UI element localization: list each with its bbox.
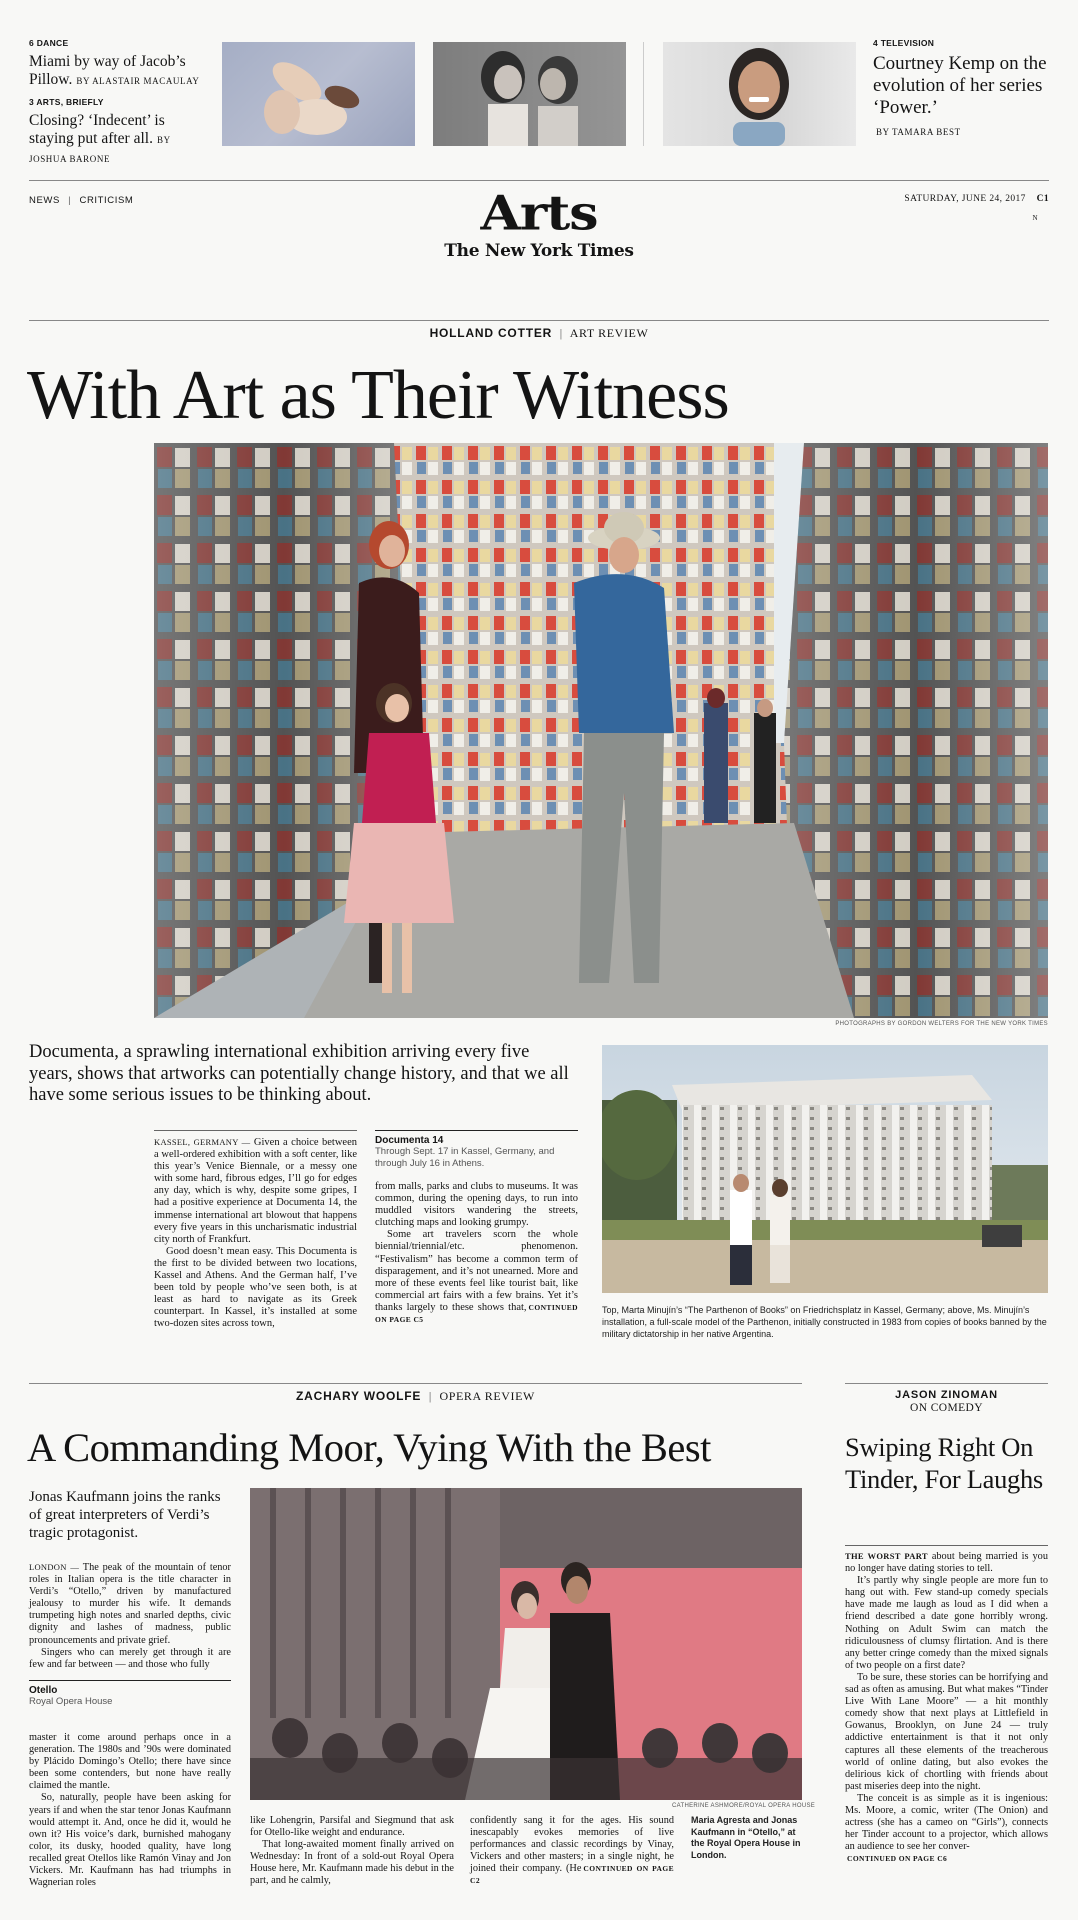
lead-label xyxy=(29,326,1049,341)
label-separator: | xyxy=(559,326,563,340)
teaser-byline: BY JOSHUA BARONE xyxy=(29,135,171,164)
info-title: Documenta 14 xyxy=(375,1135,444,1146)
lead-paragraph xyxy=(375,1229,578,1326)
top-rule xyxy=(29,180,1049,181)
opera-photo-credit: CATHERINE ASHMORE/ROYAL OPERA HOUSE xyxy=(672,1803,816,1809)
lead-author[interactable]: HOLLAND COTTER xyxy=(429,326,553,340)
portrait-image xyxy=(663,42,856,146)
comedy-paragraph: It’s partly why single people are more fun to hang out with. Few stand-up comedy specials have made me laugh as loud as I did when a friend described a date gone horribly wrong. Nothing on Adult Swim can match the ridiculousness of clumsy flirtation. And is there any better cringe comedy than the mixed signals of two people on a first date? xyxy=(845,1575,1048,1671)
teaser-title[interactable]: Courtney Kemp on the evolution of her series ‘Power.’ xyxy=(873,53,1047,118)
lead-deck: Documenta, a sprawling international exhibition arriving every five years, shows that artworks can potentially change history, and that we all have some serious issues to be thinking about. xyxy=(29,1042,569,1105)
comedy-lead-in: THE WORST PART xyxy=(845,1551,928,1561)
opera-paragraph: Singers who can merely get through it are few and far between — and those who fully xyxy=(29,1646,231,1670)
teaser-television[interactable] xyxy=(873,38,1058,137)
opera-continued-link[interactable]: CONTINUED ON PAGE C2 xyxy=(470,1864,675,1886)
comedy-continued-link[interactable] xyxy=(845,1853,1048,1865)
opera-rubric: OPERA REVIEW xyxy=(439,1389,535,1403)
lead-continued-link[interactable]: CONTINUED ON PAGE C5 xyxy=(375,1302,578,1325)
info-details: Royal Opera House xyxy=(29,1696,113,1707)
lead-photo-credit: PHOTOGRAPHS BY GORDON WELTERS FOR THE NEW YORK TIMES xyxy=(835,1021,1048,1027)
comedy-continued-text[interactable]: CONTINUED ON PAGE C6 xyxy=(847,1854,948,1864)
opera-column-1b xyxy=(29,1732,231,1889)
masthead-dateline xyxy=(904,194,1049,222)
lead-dateline: KASSEL, GERMANY — xyxy=(154,1137,251,1147)
teaser-photo-indecent[interactable] xyxy=(433,42,626,146)
teaser-title-text[interactable]: Miami by way of Jacob’s Pillow. xyxy=(29,53,186,88)
teaser-divider xyxy=(643,42,644,146)
nav-news[interactable]: NEWS xyxy=(29,195,60,206)
comedy-paragraph: To be sure, these stories can be horrifying and sad as often as amusing. But what makes “Tinder Live With Lane Moore” — a hit monthly comedy show that next plays at Littlefield in Gowanus, Brooklyn, on June 24 — truly addictive entertainment is that it not only captures all these elements of the treacherous world of online dating, but also evokes the delirious kick of chortling with friends about past miseries deep into the night. xyxy=(845,1671,1048,1792)
lead-column-2 xyxy=(375,1181,578,1326)
comedy-text: about being married is you no longer have dating stories to tell. xyxy=(845,1551,1048,1575)
section-title: Arts xyxy=(480,185,598,242)
lead-column-1 xyxy=(154,1136,357,1331)
issue-date: SATURDAY, JUNE 24, 2017 xyxy=(904,194,1026,204)
teaser-kicker: 4 TELEVISION xyxy=(873,38,935,48)
opera-dateline: LONDON — xyxy=(29,1562,80,1572)
nav-criticism[interactable]: CRITICISM xyxy=(79,195,134,206)
opera-info-box xyxy=(29,1680,231,1708)
otello-stage-image xyxy=(250,1488,802,1800)
teaser-title-text[interactable]: Closing? ‘Indecent’ is staying put after all. xyxy=(29,112,165,147)
comedy-paragraph xyxy=(845,1550,1048,1575)
lead-text: Some art travelers scorn the whole biennial/triennial/etc. phenomenon. “Festivalism” has become a common term of disparagement, and it’s not unearned. More and more of these events feel like tourist bait, like commercial art fairs with a few brains. Yet it’s thanks largely to these shows that, xyxy=(375,1229,578,1313)
nav-separator: | xyxy=(68,195,72,206)
opera-text: confidently sang it for the ages. His sound inescapably evokes memories of live performances and classic recordings by Vinay, Vickers and other masters; in a single night, he joined their company. (He xyxy=(470,1815,674,1875)
opera-photo-caption: Maria Agresta and Jonas Kaufmann in “Otello,” at the Royal Opera House in London. xyxy=(691,1815,801,1860)
opera-author[interactable]: ZACHARY WOOLFE xyxy=(296,1389,422,1403)
opera-headline[interactable]: A Commanding Moor, Vying With the Best xyxy=(27,1425,711,1470)
section-nameplate xyxy=(439,185,639,261)
teaser-byline: BY TAMARA BEST xyxy=(876,127,961,137)
info-title: Otello xyxy=(29,1685,58,1696)
parthenon-exterior-image xyxy=(602,1045,1048,1293)
comedy-column xyxy=(845,1550,1048,1865)
comedy-label xyxy=(845,1389,1048,1414)
comedy-rubric: ON COMEDY xyxy=(910,1402,983,1414)
lead-rubric: ART REVIEW xyxy=(569,326,649,340)
lead-col1-rule xyxy=(154,1130,357,1131)
teaser-byline: BY ALASTAIR MACAULAY xyxy=(76,76,200,86)
opera-paragraph: So, naturally, people have been asking for years if and when the star tenor Jonas Kaufmann would attempt it. And, once he did it, would he own it? His voice’s dark, burnished mahogany color, its dusky, hooded quality, have long recalled great Otellos like Ramón Vinay and Jon Vickers. Mr. Kaufmann has had triumphs in Wagnerian roles xyxy=(29,1792,231,1889)
lead-photo-parthenon-interior[interactable] xyxy=(154,443,1048,1018)
label-separator: | xyxy=(428,1389,432,1403)
opera-paragraph: like Lohengrin, Parsifal and Siegmund that ask for Otello-like weight and endurance. xyxy=(250,1815,454,1839)
teaser-title[interactable] xyxy=(29,53,209,90)
teaser-title[interactable] xyxy=(29,112,209,168)
comedy-author[interactable]: JASON ZINOMAN xyxy=(895,1389,998,1401)
teaser-dance[interactable] xyxy=(29,38,209,90)
masthead-nav xyxy=(29,195,133,206)
opera-photo-otello[interactable] xyxy=(250,1488,802,1800)
teaser-arts-briefly[interactable] xyxy=(29,97,209,168)
lead-info-box xyxy=(375,1130,578,1170)
masthead-rule xyxy=(29,320,1049,321)
info-details: Through Sept. 17 in Kassel, Germany, and through July 16 in Athens. xyxy=(375,1146,555,1169)
comedy-paragraph: The conceit is as simple as it is ingenious: Ms. Moore, a comic, writer (The Onion) and actress (she has a cameo on “Girls”), connects her Tinder account to a projector, which allows an audience to see her conver- xyxy=(845,1792,1048,1853)
lead-text: Given a choice between a well-ordered exhibition with a soft center, like this year’s Venice Biennale, or a messy one with some hard, fibrous edges, I’ll go for edges any day, which is why, despite some gripes, I had a positive experience at Documenta 14, the immense international art blowout that happens every five years in this uncharismatic industrial city north of Frankfurt. xyxy=(154,1137,358,1245)
teaser-kicker: 3 ARTS, BRIEFLY xyxy=(29,97,104,107)
parthenon-interior-image xyxy=(154,443,1048,1018)
opera-top-rule xyxy=(29,1383,802,1384)
opera-deck: Jonas Kaufmann joins the ranks of great interpreters of Verdi’s tragic protagonist. xyxy=(29,1489,221,1541)
opera-paragraph: master it come around perhaps once in a generation. The 1980s and ’90s were dominated by Plácido Domingo’s Otello; there have since been some contenders, but none have really claimed the mantle. xyxy=(29,1732,231,1792)
opera-column-2 xyxy=(250,1815,454,1888)
dancers-image xyxy=(222,42,415,146)
opera-text: The peak of the mountain of tenor roles in Italian opera is the title character in Verdi’s “Otello,” driven by manufactured jealousy to murder his wife. It demands trumpeting high notes and snarled depths, civic dignity and lashes of madness, public pronouncements and private grief. xyxy=(29,1562,231,1646)
page-number: C1 xyxy=(1036,194,1049,204)
edition-letter: N xyxy=(1032,214,1038,222)
opera-column-1a xyxy=(29,1561,231,1671)
lead-paragraph xyxy=(154,1136,357,1246)
comedy-headline-rule xyxy=(845,1545,1048,1546)
lead-headline[interactable]: With Art as Their Witness xyxy=(27,357,729,434)
opera-label xyxy=(29,1389,802,1404)
comedy-top-rule xyxy=(845,1383,1048,1384)
lead-photo-caption: Top, Marta Minujín’s “The Parthenon of Books” on Friedrichsplatz in Kassel, Germany; above, Ms. Minujín’s installation, a full-scale model of the Parthenon, initially constructed in 1983 from copies of books banned by the military dictatorship in her native Argentina. xyxy=(602,1305,1047,1339)
teaser-photo-courtney-kemp[interactable] xyxy=(663,42,856,146)
opera-paragraph xyxy=(470,1815,674,1888)
teaser-photo-dancers[interactable] xyxy=(222,42,415,146)
opera-column-3 xyxy=(470,1815,674,1888)
lead-paragraph: Good doesn’t mean easy. This Documenta is the first to be divided between two locations, Kassel and Athens. And the German half, I’ve been told by people who’ve seen both, is at least as hard to navigate as its Greek counterpart. In Kassel, it’s installed at some two-dozen sites across town, xyxy=(154,1245,357,1330)
actresses-image xyxy=(433,42,626,146)
newspaper-logo: The New York Times xyxy=(444,241,634,261)
lead-photo-parthenon-exterior[interactable] xyxy=(602,1045,1048,1293)
teaser-kicker: 6 DANCE xyxy=(29,38,69,48)
opera-paragraph: That long-awaited moment finally arrived on Wednesday: In front of a sold-out Royal Opera House here, Mr. Kaufmann made his debut in the part, and he calmly, xyxy=(250,1839,454,1887)
lead-paragraph: from malls, parks and clubs to museums. It was common, during the opening days, to run into muddled visitors wandering the streets, clutching maps and looking grumpy. xyxy=(375,1181,578,1229)
comedy-headline[interactable]: Swiping Right On Tinder, For Laughs xyxy=(845,1432,1043,1494)
opera-paragraph xyxy=(29,1561,231,1647)
